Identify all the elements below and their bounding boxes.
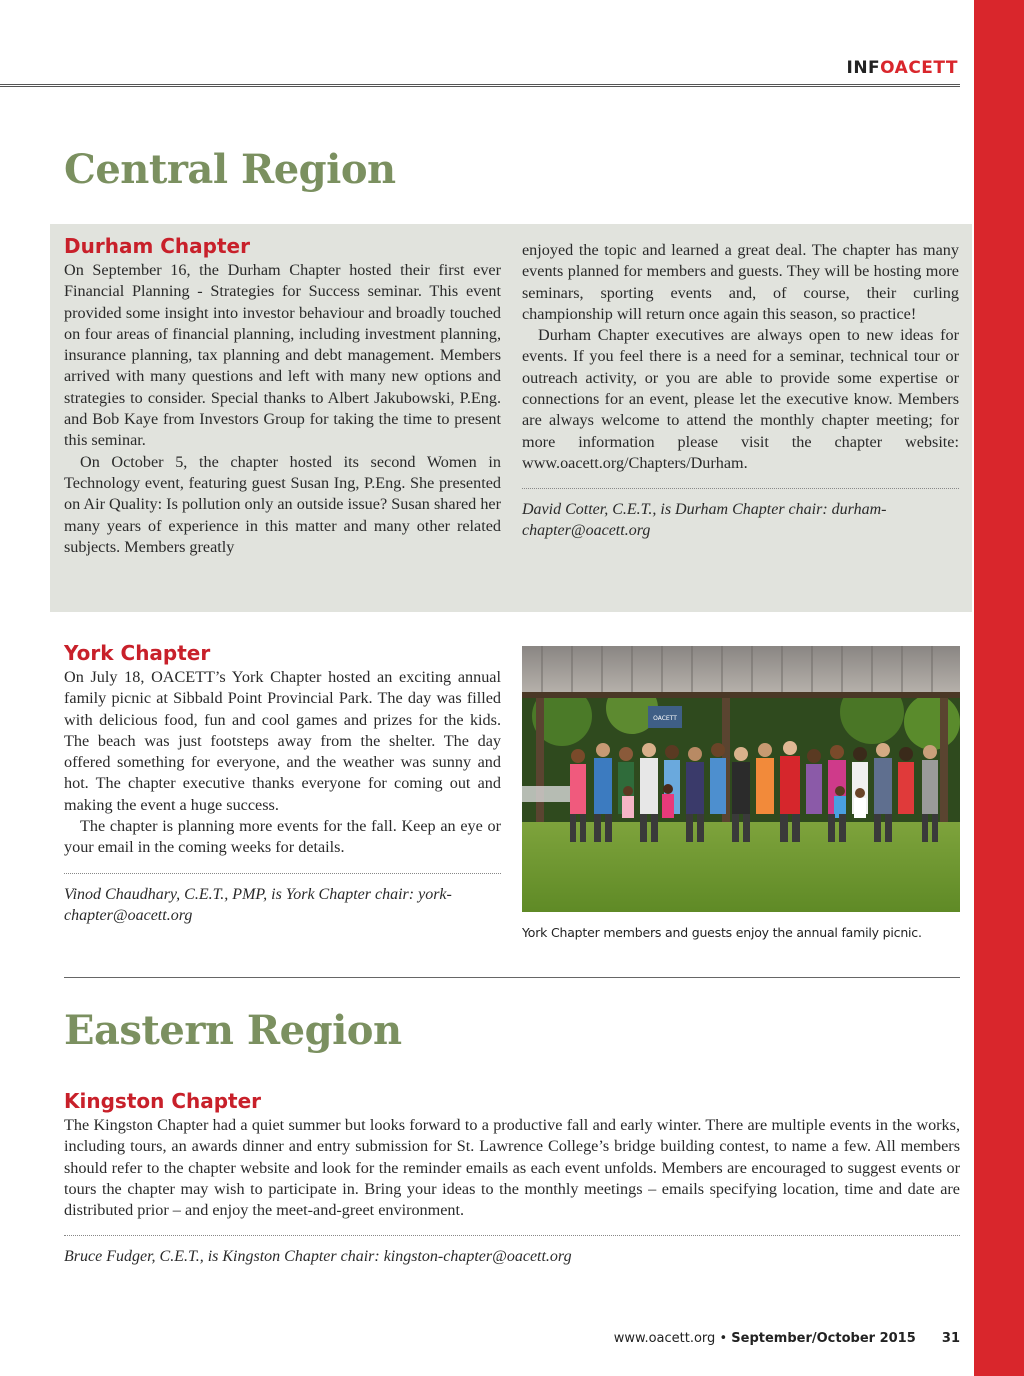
durham-paragraph-4: Durham Chapter executives are always open to new ideas for events. If you feel there is a need for a seminar, technical tour or outreach activity, or you are able to provide some expertise or connections for an event, please let the executive know. Members are always welcome to attend the monthly chapter meeting; for more information please visit the chapter website: www.oacett.org/Chapters/Durham. xyxy=(522,326,959,472)
kingston-byline-rule xyxy=(64,1235,960,1236)
york-paragraph-2: The chapter is planning more events for the fall. Keep an eye or your email in the coming weeks for details. xyxy=(64,817,501,857)
durham-paragraph-1: On September 16, the Durham Chapter hosted their first ever Financial Planning - Strategies for Success seminar. This event provided some insight into investor behaviour and broadly touched on four areas of financial planning, including investment planning, insurance planning, tax planning and debt management. Members arrived with many questions and left with many new options and strategies to consider. Special thanks to Albert Jakubowski, P.Eng. and Bob Kaye from Investors Group for taking the time to present this seminar. xyxy=(64,261,501,450)
photo-caption: York Chapter members and guests enjoy the annual family picnic. xyxy=(522,925,922,940)
york-picnic-photo xyxy=(522,646,960,912)
durham-left-column xyxy=(64,234,501,558)
kingston-chapter-article xyxy=(64,1089,960,1267)
durham-right-column xyxy=(522,240,959,541)
kingston-byline: Bruce Fudger, C.E.T., is Kingston Chapter chair: kingston-chapter@oacett.org xyxy=(64,1248,572,1266)
durham-paragraph-3: enjoyed the topic and learned a great deal. The chapter has many events planned for members and guests. They will be hosting more seminars, sporting events and, of course, their curling championship will return once again this season, so practice! xyxy=(522,241,959,323)
page-edge-accent-bar xyxy=(974,0,1024,1376)
shelter-banner-text: OACETT xyxy=(653,715,677,722)
central-region-title: Central Region xyxy=(64,146,396,193)
header-label-prefix: INF xyxy=(846,58,881,78)
durham-byline-rule xyxy=(522,488,959,489)
york-picnic-photo-figure xyxy=(522,646,960,940)
header-label-accent: OACETT xyxy=(880,58,958,78)
york-byline-rule xyxy=(64,873,501,874)
footer-separator: • xyxy=(719,1331,728,1346)
page-footer xyxy=(614,1331,960,1346)
footer-issue: September/October 2015 xyxy=(731,1331,916,1346)
page-number: 31 xyxy=(941,1331,960,1346)
eastern-region-title: Eastern Region xyxy=(64,1007,402,1054)
section-divider xyxy=(64,977,960,978)
york-byline: Vinod Chaudhary, C.E.T., PMP, is York Chapter chair: york-chapter@oacett.org xyxy=(64,885,452,924)
durham-chapter-title: Durham Chapter xyxy=(64,234,250,258)
durham-paragraph-2: On October 5, the chapter hosted its second Women in Technology event, featuring guest Susan Ing, P.Eng. She presented on Air Quality: Is pollution only an outside issue? Susan shared her many years of experience in this matter and many other related subjects. Members greatly xyxy=(64,452,501,556)
york-paragraph-1: On July 18, OACETT’s York Chapter hosted an exciting annual family picnic at Sibbald Point Provincial Park. The day was filled with delicious food, fun and cool games and prizes for the kids. The beach was just footsteps away from the shelter. The day offered something for everyone, and the weather was sunny and hot. The chapter executive thanks everyone for coming out and making the event a huge success. xyxy=(64,668,501,814)
kingston-paragraph-1: The Kingston Chapter had a quiet summer but looks forward to a productive fall and early winter. There are multiple events in the works, including tours, an awards dinner and entry submission for St. Lawrence College’s bridge building contest, to name a few. All members should refer to the chapter website and look for the reminder emails as each event unfolds. Members are encouraged to suggest events or tours the chapter may wish to participate in. Bring your ideas to the monthly meetings – emails specifying location, time and date are distributed prior – and enjoy the meet-and-greet environment. xyxy=(64,1116,960,1220)
footer-url: www.oacett.org xyxy=(613,1331,716,1346)
running-header xyxy=(847,58,959,78)
durham-byline: David Cotter, C.E.T., is Durham Chapter chair: durham-chapter@oacett.org xyxy=(522,501,887,540)
york-chapter-title: York Chapter xyxy=(64,641,211,665)
header-rule xyxy=(0,84,960,87)
york-chapter-article xyxy=(64,641,501,926)
kingston-chapter-title: Kingston Chapter xyxy=(64,1089,262,1113)
